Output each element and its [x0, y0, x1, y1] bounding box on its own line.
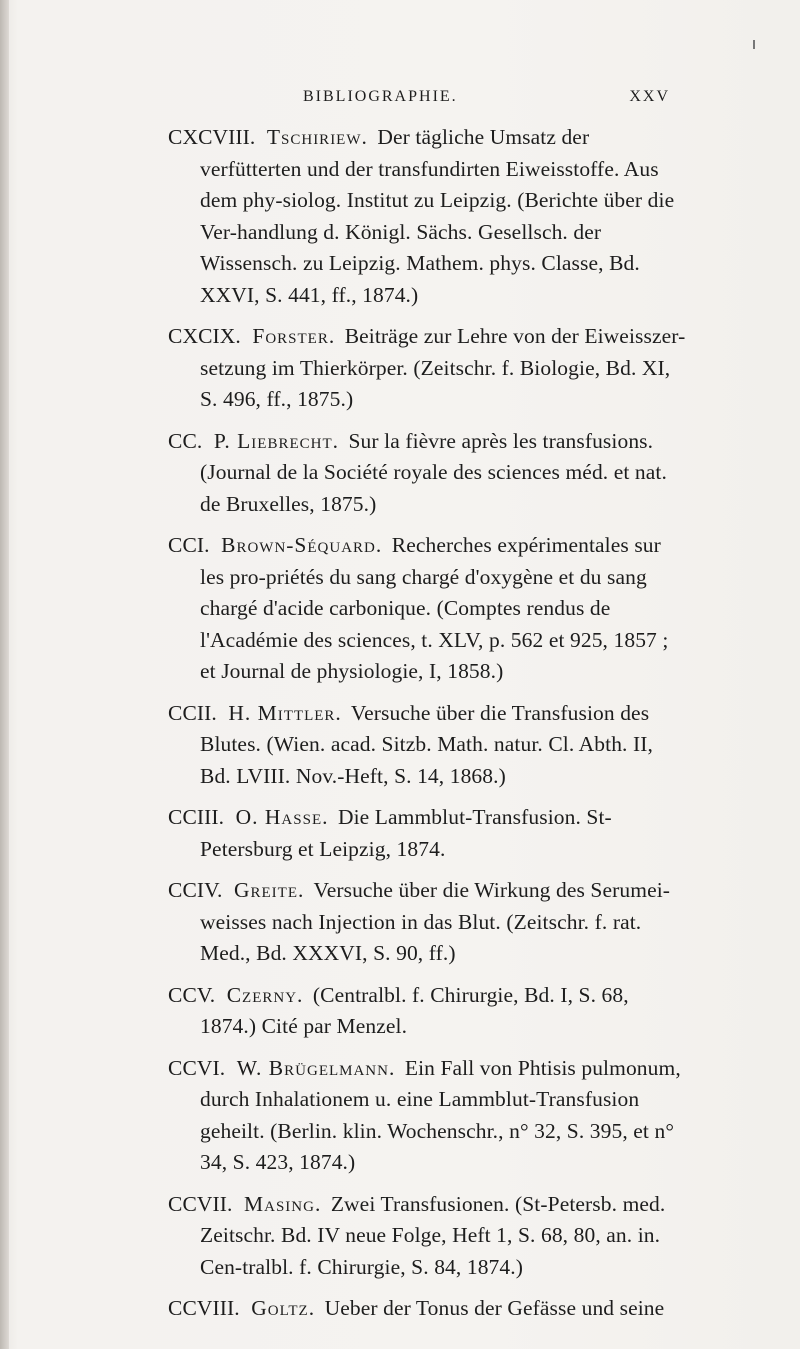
- bibliography-entry: [168, 1053, 688, 1179]
- entry-title: Ueber der Tonus der Gefässe und seine: [324, 1296, 665, 1320]
- bibliography-entry: [168, 1293, 688, 1325]
- entry-title: Die Lammblut-Transfusion. St-Petersburg et Leipzig, 1874.: [200, 805, 612, 861]
- page-binding-edge: [0, 0, 9, 1349]
- bibliography-entry: [168, 802, 688, 865]
- entry-number: CXCIX.: [168, 324, 241, 348]
- entry-author: Tschiriew.: [266, 125, 368, 149]
- running-title: BIBLIOGRAPHIE.: [303, 88, 458, 105]
- entry-author: O. Hasse.: [235, 805, 329, 829]
- bibliography-entry: [168, 122, 688, 311]
- entry-author: Greite.: [233, 878, 305, 902]
- page-number: XXV: [629, 88, 670, 105]
- entry-title: Sur la fièvre après les transfusions.: [348, 428, 654, 453]
- entry-source: (Wien. acad. Sitzb. Math. natur. Cl. Abth. II, Bd. LVIII. Nov.-Heft, S. 14, 1868.): [200, 732, 653, 788]
- entry-number: CXCVIII.: [168, 125, 256, 149]
- bibliography-entry: [168, 530, 688, 688]
- entry-source: (Berlin. klin. Wochenschr., n° 32, S. 395, et n° 34, S. 423, 1874.): [200, 1118, 675, 1174]
- entry-author: Goltz.: [251, 1296, 316, 1320]
- bibliography-entry: [168, 1189, 688, 1284]
- entry-source: (Berichte über die Ver-handlung d. Königl. Sächs. Gesellsch. der Wissensch. zu Leipzig. Mathem. phys. Classe, Bd. XXVI, S. 441, ff., 1874.): [200, 188, 675, 307]
- entry-title: Der tägliche Umsatz der verfütterten und der transfundirten Eiweisstoffe. Aus dem phy-siolog. Institut zu Leipzig.: [200, 125, 659, 212]
- entry-number: CCVIII.: [168, 1296, 240, 1320]
- entry-number: CCVII.: [168, 1191, 233, 1216]
- entry-number: CCV.: [168, 982, 216, 1007]
- entry-number: CCI.: [168, 533, 210, 557]
- entry-title: Zwei Transfusionen.: [330, 1191, 510, 1216]
- entry-source: (St-Petersb. med. Zeitschr. Bd. IV neue Folge, Heft 1, S. 68, 80, an. in. Cen-tralbl. f. Chirurgie, S. 84, 1874.): [200, 1191, 666, 1279]
- bibliography-entry: [168, 698, 688, 793]
- entry-author: Brown-Séquard.: [221, 533, 383, 557]
- entry-number: CC.: [168, 428, 203, 453]
- entry-number: CCII.: [168, 700, 217, 725]
- bibliography-list: [168, 122, 688, 1335]
- entry-source: (Comptes rendus de l'Académie des sciences, t. XLV, p. 562 et 925, 1857 ; et Journal de physiologie, I, 1858.): [200, 596, 669, 683]
- entry-author: Czerny.: [226, 982, 304, 1007]
- entry-title: Versuche über die Transfusion des Blutes.: [200, 700, 650, 756]
- entry-author: Masing.: [244, 1191, 322, 1216]
- entry-author: Forster.: [252, 324, 336, 348]
- bibliography-entry: [168, 321, 688, 416]
- entry-title: Ein Fall von Phtisis pulmonum, durch Inhalationem u. eine Lammblut-Transfusion geheilt.: [200, 1055, 681, 1143]
- entry-title: Recherches expérimentales sur les pro-priétés du sang chargé d'oxygène et du sang chargé d'acide carbonique.: [200, 533, 661, 620]
- entry-number: CCIV.: [168, 878, 223, 902]
- entry-source: (Zeitschr. f. Biologie, Bd. XI, S. 496, ff., 1875.): [200, 355, 671, 411]
- entry-author: H. Mittler.: [228, 700, 342, 725]
- entry-number: CCIII.: [168, 805, 225, 829]
- bibliography-entry: [168, 426, 688, 521]
- paper-speck: [753, 40, 755, 49]
- entry-author: W. Brügelmann.: [236, 1055, 396, 1080]
- entry-source: (Zeitschr. f. rat. Med., Bd. XXXVI, S. 90, ff.): [200, 909, 642, 965]
- entry-author: P. Liebrecht.: [213, 428, 340, 453]
- entry-source: (Centralbl. f. Chirurgie, Bd. I, S. 68, 1874.) Cité par Menzel.: [200, 982, 629, 1038]
- entry-source: (Journal de la Société royale des sciences méd. et nat. de Bruxelles, 1875.): [200, 460, 667, 516]
- bibliography-entry: [168, 980, 688, 1043]
- entry-number: CCVI.: [168, 1055, 226, 1080]
- bibliography-entry: [168, 875, 688, 970]
- entry-title: Beiträge zur Lehre von der Eiweisszer-setzung im Thierkörper.: [200, 324, 686, 380]
- entry-title: Versuche über die Wirkung des Serumei-weisses nach Injection in das Blut.: [200, 878, 671, 934]
- page-header: [0, 88, 800, 112]
